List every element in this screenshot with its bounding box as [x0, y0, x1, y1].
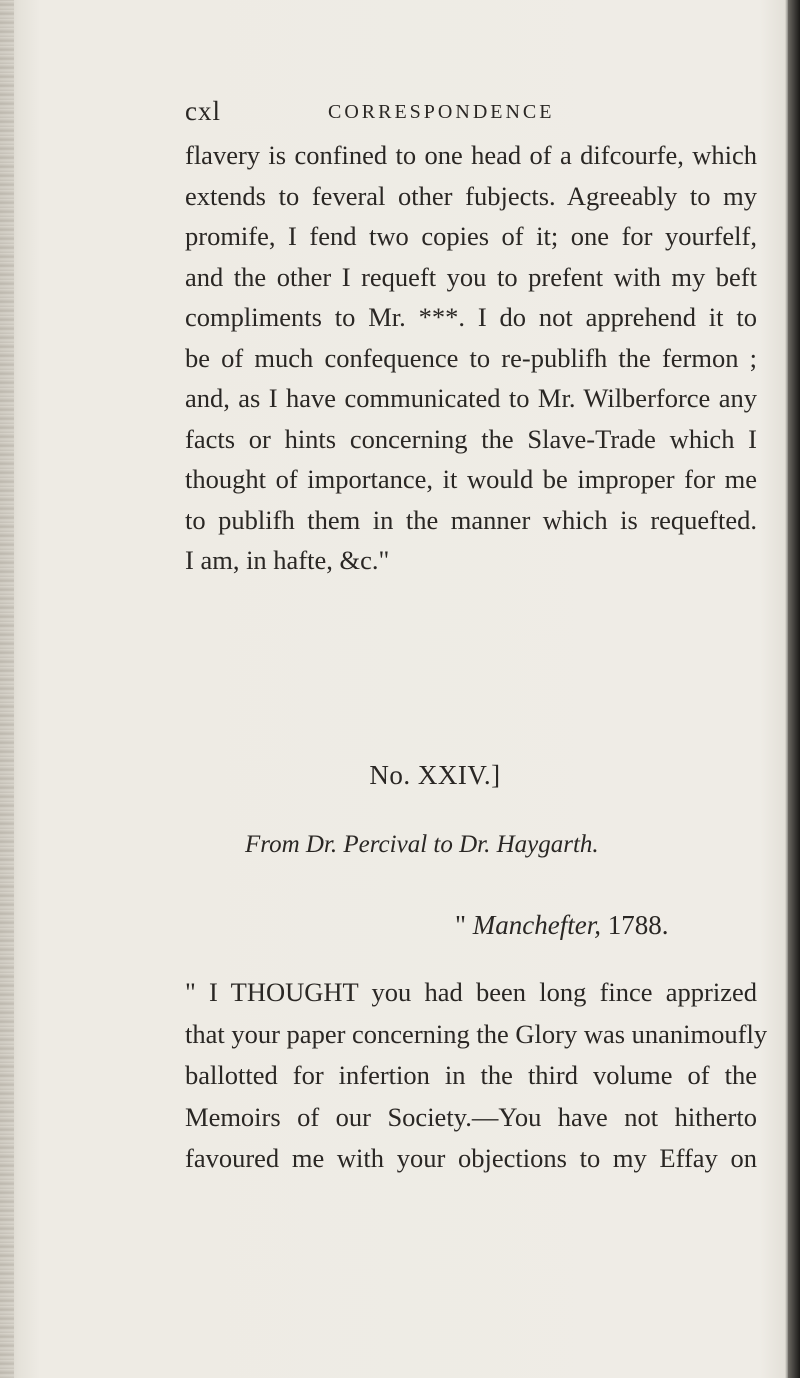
text-line: and, as I have communicated to Mr. Wilberforce any	[185, 383, 757, 413]
text-line: favoured me with your objections to my Effay on	[185, 1143, 757, 1173]
text-line: to publifh them in the manner which is requefted.	[185, 504, 757, 535]
running-head	[185, 96, 745, 136]
text-line: promife, I fend two copies of it; one for yourfelf,	[185, 221, 757, 251]
text-line: " I THOUGHT you had been long fince apprized	[185, 977, 757, 1007]
letter-dateline	[455, 910, 669, 941]
text-line: extends to feveral other fubjects. Agreeably to my	[185, 180, 757, 211]
text-line: facts or hints concerning the Slave-Trade which I	[185, 423, 757, 454]
text-line: flavery is confined to one head of a difcourfe, which	[185, 140, 757, 170]
text-line: ballotted for infertion in the third volume of the	[185, 1060, 757, 1090]
running-title: CORRESPONDENCE	[328, 101, 555, 123]
page-edge-shadow	[788, 0, 800, 1378]
text-line: be of much confequence to re-publifh the fermon ;	[185, 342, 757, 373]
dateline-place: Manchefter,	[472, 910, 601, 940]
dateline-year: 1788.	[601, 910, 669, 940]
text-line: thought of importance, it would be improper for me	[185, 464, 757, 494]
text-line: I am, in hafte, &c."	[185, 545, 390, 575]
text-line: Memoirs of our Society.—You have not hitherto	[185, 1101, 757, 1132]
dateline-quote: "	[455, 910, 473, 940]
page-number: cxl	[185, 96, 221, 126]
text-line: compliments to Mr. ***. I do not apprehend it to	[185, 302, 757, 332]
text-line: that your paper concerning the Glory was unanimoufly	[185, 1018, 768, 1049]
binding-gutter	[0, 0, 14, 1378]
letter-from-line: From Dr. Percival to Dr. Haygarth.	[245, 831, 599, 858]
paragraph-continuation	[185, 135, 757, 581]
text-line: and the other I requeft you to prefent with my beft	[185, 261, 757, 292]
letter-number-heading: No. XXIV.]	[369, 760, 501, 790]
letter-body	[185, 972, 768, 1180]
